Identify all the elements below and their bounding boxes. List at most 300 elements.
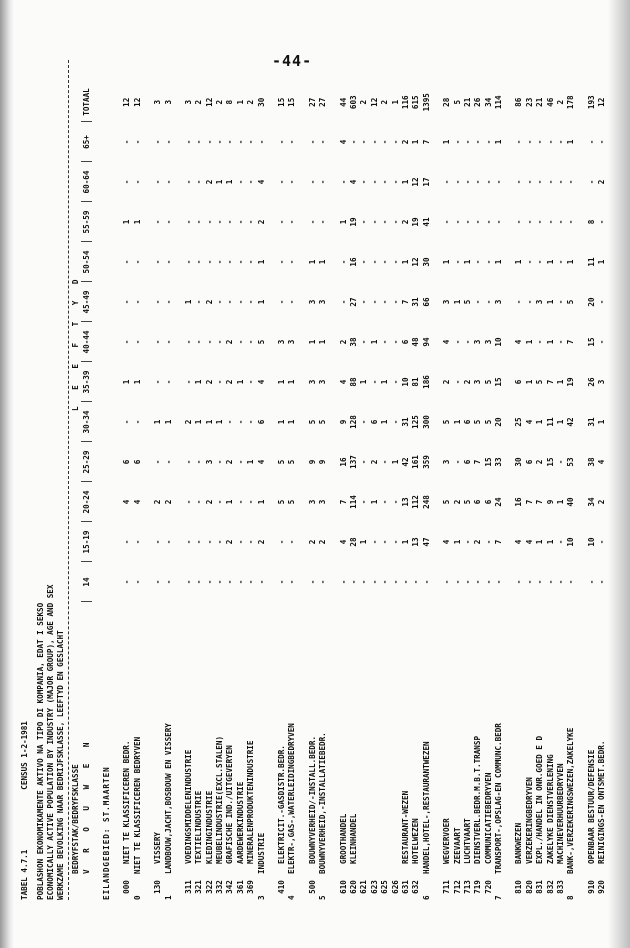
row-code: 332 (215, 880, 225, 894)
row-code: 500 (307, 880, 317, 894)
cell-value: 5 (535, 379, 545, 385)
cell-value: 3 (473, 379, 483, 385)
row-label: TRANSPORT-,OPSLAG-EN COMMUNC.BEDR (494, 723, 504, 874)
cell-value: - (390, 259, 400, 265)
cell-value: 4 (442, 539, 452, 545)
cell-value: - (494, 179, 504, 185)
table-row (587, 83, 597, 901)
cell-value: 15 (483, 457, 493, 467)
cell-value: - (163, 259, 173, 265)
cell-value: - (163, 539, 173, 545)
cell-value: 44 (338, 97, 348, 107)
cell-value: 161 (411, 455, 421, 469)
cell-value: - (235, 219, 245, 225)
cell-value: 1 (556, 419, 566, 425)
cell-value: 1 (235, 379, 245, 385)
row-code: 910 (586, 880, 596, 894)
cell-value: 2 (204, 179, 214, 185)
cell-value: - (235, 179, 245, 185)
cell-value: - (194, 579, 204, 585)
cell-value: 5 (277, 459, 287, 465)
row-code: 833 (556, 880, 566, 894)
cell-value: 1 (524, 379, 534, 385)
col-header: 25-29 (81, 442, 91, 482)
cell-value: 3 (318, 299, 328, 305)
cell-value: 16 (514, 497, 524, 507)
cell-value: - (483, 539, 493, 545)
cell-value: 27 (307, 97, 317, 107)
cell-value: - (380, 499, 390, 505)
cell-value: 15 (277, 97, 287, 107)
row-label (390, 602, 400, 874)
cell-value: 13 (400, 497, 410, 507)
cell-value: 1 (545, 539, 555, 545)
cell-value: 1 (535, 539, 545, 545)
cell-value: 3 (307, 299, 317, 305)
cell-value: - (277, 539, 287, 545)
cell-value: 1 (442, 139, 452, 145)
cell-value: - (277, 299, 287, 305)
title-line-dutch: WERKZAME BEVOLKING NAAR BEDRIJFSKLASSE, LEEFTYD EN GESLACHT (56, 630, 65, 900)
cell-value: - (556, 259, 566, 265)
cell-value: 1 (597, 419, 607, 425)
cell-value: - (183, 539, 193, 545)
cell-value: 5 (566, 299, 576, 305)
table-row (153, 83, 163, 901)
col-header: 35-39 (81, 362, 91, 402)
cell-value: 19 (349, 217, 358, 227)
cell-value: - (369, 299, 379, 305)
cell-value: - (390, 179, 400, 185)
cell-value: 1 (514, 259, 524, 265)
cell-value: 1 (256, 299, 266, 305)
cell-value: - (483, 259, 493, 265)
cell-value: - (566, 179, 576, 185)
cell-value: - (183, 579, 193, 585)
cell-value: - (545, 579, 555, 585)
cell-value: - (349, 579, 358, 585)
cell-value: - (122, 339, 132, 345)
cell-value: - (390, 339, 400, 345)
cell-value: - (473, 299, 483, 305)
cell-value: 11 (545, 417, 555, 427)
cell-value: - (566, 219, 576, 225)
cell-value: 1 (246, 459, 256, 465)
row-code: 621 (359, 880, 369, 894)
cell-value: 66 (421, 297, 431, 307)
scan-shadow-left (0, 0, 14, 948)
cell-value: - (556, 459, 566, 465)
cell-value: 2 (225, 379, 235, 385)
cell-value: - (597, 339, 607, 345)
table-row (597, 83, 607, 901)
cell-value: - (524, 139, 534, 145)
cell-value: - (535, 579, 545, 585)
cell-value: 3 (318, 499, 328, 505)
cell-value: - (153, 539, 163, 545)
table-row (349, 83, 359, 901)
cell-value: - (163, 579, 173, 585)
cell-value: 7 (421, 139, 431, 145)
cell-value: 2 (400, 139, 410, 145)
cell-value: - (359, 459, 369, 465)
row-code: 321 (194, 880, 204, 894)
cell-value: 7 (338, 499, 348, 505)
table-row (215, 83, 225, 901)
row-code: 000 (122, 880, 132, 894)
cell-value: - (390, 539, 400, 545)
table-row (277, 83, 287, 901)
cell-value: - (390, 139, 400, 145)
cell-value: 3 (473, 339, 483, 345)
cell-value: 1 (256, 259, 266, 265)
cell-value: - (380, 299, 390, 305)
cell-value: - (246, 139, 256, 145)
cell-value: 1 (163, 419, 173, 425)
row-code: 410 (277, 880, 287, 894)
cell-value: - (183, 339, 193, 345)
cell-value: - (194, 339, 204, 345)
cell-value: - (215, 379, 225, 385)
cell-value: 9 (338, 419, 348, 425)
cell-value: - (277, 259, 287, 265)
cell-value: - (535, 259, 545, 265)
cell-value: 1 (194, 379, 204, 385)
table-body (92, 83, 608, 901)
cell-value: 1 (369, 499, 379, 505)
cell-value: - (462, 179, 472, 185)
cell-value: 17 (421, 177, 431, 187)
cell-value: 5 (442, 419, 452, 425)
cell-value: 4 (524, 539, 534, 545)
cell-value: 1 (380, 419, 390, 425)
census-date: CENSUS 1-2-1981 (20, 721, 29, 790)
cell-value: - (287, 299, 297, 305)
cell-value: 38 (349, 337, 358, 347)
row-label: LUCHTVAART (462, 818, 472, 864)
cell-value: - (452, 579, 462, 585)
row-code: 625 (380, 880, 390, 894)
row-label: BANKWEZEN (514, 822, 524, 864)
cell-value: 3 (287, 339, 297, 345)
cell-value: 1 (225, 179, 235, 185)
divider (68, 60, 69, 900)
cell-value: - (225, 259, 235, 265)
cell-value: - (390, 499, 400, 505)
row-label: BOUWNYVERHEID/-INSTALL.BEDR. (307, 735, 317, 864)
cell-value: - (215, 139, 225, 145)
cell-value: - (514, 299, 524, 305)
cell-value: 114 (494, 95, 504, 110)
cell-value: - (246, 179, 256, 185)
cell-value: 21 (535, 97, 545, 107)
cell-value: - (318, 579, 328, 585)
cell-value: 1 (183, 299, 193, 305)
cell-value: 3 (535, 299, 545, 305)
row-code: 711 (442, 880, 452, 894)
cell-value: - (452, 379, 462, 385)
cell-value: - (153, 299, 163, 305)
cell-value: - (359, 259, 369, 265)
row-code: 322 (204, 880, 214, 894)
cell-value: - (380, 139, 390, 145)
col-header: 50-54 (81, 242, 91, 282)
cell-value: - (462, 339, 472, 345)
table-row (484, 83, 494, 901)
cell-value: 47 (421, 537, 431, 547)
cell-value: - (473, 179, 483, 185)
table-row (545, 83, 555, 901)
cell-value: - (215, 459, 225, 465)
cell-value: - (514, 139, 524, 145)
cell-value: 1 (452, 539, 462, 545)
cell-value: 1 (153, 419, 163, 425)
cell-value: 5 (462, 499, 472, 505)
cell-value: - (132, 419, 142, 425)
cell-value: - (132, 579, 142, 585)
cell-value: - (183, 219, 193, 225)
row-label: HANDEL,HOTEL-,RESTAURANTWEZEN (421, 741, 431, 874)
cell-value: 9 (307, 459, 317, 465)
cell-value: 3 (307, 379, 317, 385)
row-label: WEGVERVOER (442, 818, 452, 864)
cell-value: 15 (494, 377, 504, 387)
cell-value: - (380, 219, 390, 225)
cell-value: 1 (545, 339, 555, 345)
table-id: TABEL 4.7.1 (20, 849, 29, 900)
row-code: 712 (452, 880, 462, 894)
row-label: KLEDINGINDUSTRIE (204, 790, 214, 864)
cell-value: - (462, 139, 472, 145)
cell-value: 1 (307, 259, 317, 265)
cell-value: 28 (442, 97, 452, 107)
cell-value: 38 (586, 457, 596, 467)
region-row (102, 83, 112, 901)
cell-value: 2 (225, 459, 235, 465)
cell-value: 16 (338, 457, 348, 467)
cell-value: - (235, 139, 245, 145)
cell-value: 1395 (421, 93, 431, 112)
row-label: INDUSTRIE (256, 832, 266, 874)
cell-value: - (307, 139, 317, 145)
cell-value: 6 (132, 459, 142, 465)
cell-value: - (122, 419, 132, 425)
cell-value: - (369, 379, 379, 385)
row-code: 631 (400, 880, 410, 894)
cell-value: 2 (204, 299, 214, 305)
table-row-summary (422, 83, 432, 901)
cell-value: 31 (411, 297, 421, 307)
cell-value: 6 (483, 499, 493, 505)
cell-value: 1 (545, 259, 555, 265)
cell-value: - (462, 219, 472, 225)
cell-value: - (359, 579, 369, 585)
cell-value: - (153, 379, 163, 385)
row-label: BANK-,VERZEKERINGSWEZEN,ZAKELYKE (566, 727, 576, 874)
cell-value: - (359, 499, 369, 505)
cell-value: 4 (442, 339, 452, 345)
cell-value: - (153, 259, 163, 265)
cell-value: - (183, 259, 193, 265)
cell-value: 26 (473, 97, 483, 107)
stub-header: BEDRYFSTAK/BEDRYFSKLASSE (71, 764, 81, 874)
cell-value: 1 (338, 219, 348, 225)
row-code: 3 (256, 895, 266, 900)
cell-value: 2 (380, 99, 390, 105)
cell-value: 1 (132, 379, 142, 385)
cell-value: - (586, 579, 596, 585)
cell-value: 6 (514, 379, 524, 385)
cell-value: - (462, 579, 472, 585)
cell-value: 25 (514, 417, 524, 427)
cell-value: 15 (287, 97, 297, 107)
cell-value: 1 (494, 259, 504, 265)
cell-value: - (287, 179, 297, 185)
cell-value: 86 (514, 97, 524, 107)
table-row-summary (163, 83, 173, 901)
cell-value: - (514, 219, 524, 225)
row-code: 7 (494, 895, 504, 900)
cell-value: - (524, 299, 534, 305)
cell-value: 1 (390, 99, 400, 105)
cell-value: 6 (473, 499, 483, 505)
cell-value: 3 (183, 99, 193, 105)
cell-value: - (556, 179, 566, 185)
cell-value: 1 (369, 339, 379, 345)
cell-value: 1 (215, 419, 225, 425)
cell-value: 1 (390, 459, 400, 465)
cell-value: - (235, 419, 245, 425)
cell-value: - (524, 579, 534, 585)
cell-value: 6 (462, 459, 472, 465)
cell-value: - (153, 339, 163, 345)
cell-value: 5 (318, 419, 328, 425)
cell-value: - (359, 219, 369, 225)
cell-value: - (390, 579, 400, 585)
cell-value: - (246, 299, 256, 305)
cell-value: - (473, 259, 483, 265)
cell-value: 3 (442, 299, 452, 305)
cell-value: 3 (318, 379, 328, 385)
cell-value: - (183, 379, 193, 385)
cell-value: - (225, 299, 235, 305)
cell-value: 20 (494, 417, 504, 427)
cell-value: - (307, 219, 317, 225)
rotated-table-sheet (20, 60, 620, 900)
cell-value: 2 (597, 499, 607, 505)
cell-value: 6 (462, 419, 472, 425)
cell-value: 7 (545, 379, 555, 385)
cell-value: 1 (556, 499, 566, 505)
table-row (535, 83, 545, 901)
cell-value: 12 (122, 97, 132, 107)
cell-value: 1 (307, 339, 317, 345)
col-header: 45-49 (81, 282, 91, 322)
cell-value: 6 (400, 339, 410, 345)
header-row-2 (81, 83, 91, 901)
cell-value: - (194, 299, 204, 305)
cell-value: - (277, 139, 287, 145)
cell-value: - (359, 299, 369, 305)
cell-value: - (277, 579, 287, 585)
col-header: 20-24 (81, 482, 91, 522)
cell-value: - (235, 299, 245, 305)
cell-value: - (462, 539, 472, 545)
cell-value: 30 (256, 97, 266, 107)
cell-value: - (535, 219, 545, 225)
cell-value: - (307, 179, 317, 185)
cell-value: - (359, 139, 369, 145)
cell-value: 1 (442, 259, 452, 265)
row-code: 342 (225, 880, 235, 894)
cell-value: 1 (400, 179, 410, 185)
cell-value: - (287, 259, 297, 265)
col-header: 65+ (81, 122, 91, 162)
col-header: 40-44 (81, 322, 91, 362)
cell-value: - (535, 139, 545, 145)
cell-value: 8 (586, 219, 596, 225)
cell-value: 5 (256, 339, 266, 345)
cell-value: - (545, 179, 555, 185)
cell-value: 19 (411, 217, 421, 227)
cell-value: 248 (421, 495, 431, 509)
cell-value: 1 (400, 539, 410, 545)
row-label: DIENSTVERL.BEDR.M.B.T.TRANSP (473, 735, 483, 864)
cell-value: - (318, 139, 328, 145)
cell-value: 3 (153, 99, 163, 105)
cell-value: 1 (132, 219, 142, 225)
cell-value: - (122, 539, 132, 545)
cell-value: 1 (535, 419, 545, 425)
cell-value: 2 (256, 539, 266, 545)
cell-value: 1 (494, 139, 504, 145)
cell-value: - (535, 179, 545, 185)
cell-value: - (524, 259, 534, 265)
cell-value: - (452, 179, 462, 185)
cell-value: - (215, 299, 225, 305)
cell-value: - (452, 219, 462, 225)
cell-value: 5 (442, 499, 452, 505)
cell-value: 1 (524, 339, 534, 345)
cell-value: - (338, 179, 348, 185)
cell-value: 4 (122, 499, 132, 505)
cell-value: - (277, 219, 287, 225)
cell-value: 33 (494, 457, 504, 467)
row-label: KLEINHANDEL (349, 813, 358, 864)
cell-value: 10 (566, 537, 576, 547)
cell-value: 6 (369, 419, 379, 425)
cell-value: 2 (338, 339, 348, 345)
row-label: LANDBOUW,JACHT,BOSBOUW EN VISSERY (163, 723, 173, 874)
row-code: 620 (349, 880, 358, 894)
cell-value: - (132, 539, 142, 545)
cell-value: - (390, 419, 400, 425)
cell-value: 2 (163, 499, 173, 505)
cell-value: 193 (586, 95, 596, 110)
cell-value: - (442, 579, 452, 585)
row-label: ZEEVAART (452, 827, 462, 864)
table-row-summary (318, 83, 328, 901)
cell-value: 24 (494, 497, 504, 507)
region-label: EILANDGEBIED: ST.MAARTEN (101, 766, 111, 900)
cell-value: - (287, 139, 297, 145)
row-code: 713 (462, 880, 472, 894)
table-row (401, 83, 411, 901)
cell-value: 128 (349, 415, 358, 429)
cell-value: - (369, 219, 379, 225)
header-row-1 (71, 83, 81, 901)
cell-value: - (235, 579, 245, 585)
